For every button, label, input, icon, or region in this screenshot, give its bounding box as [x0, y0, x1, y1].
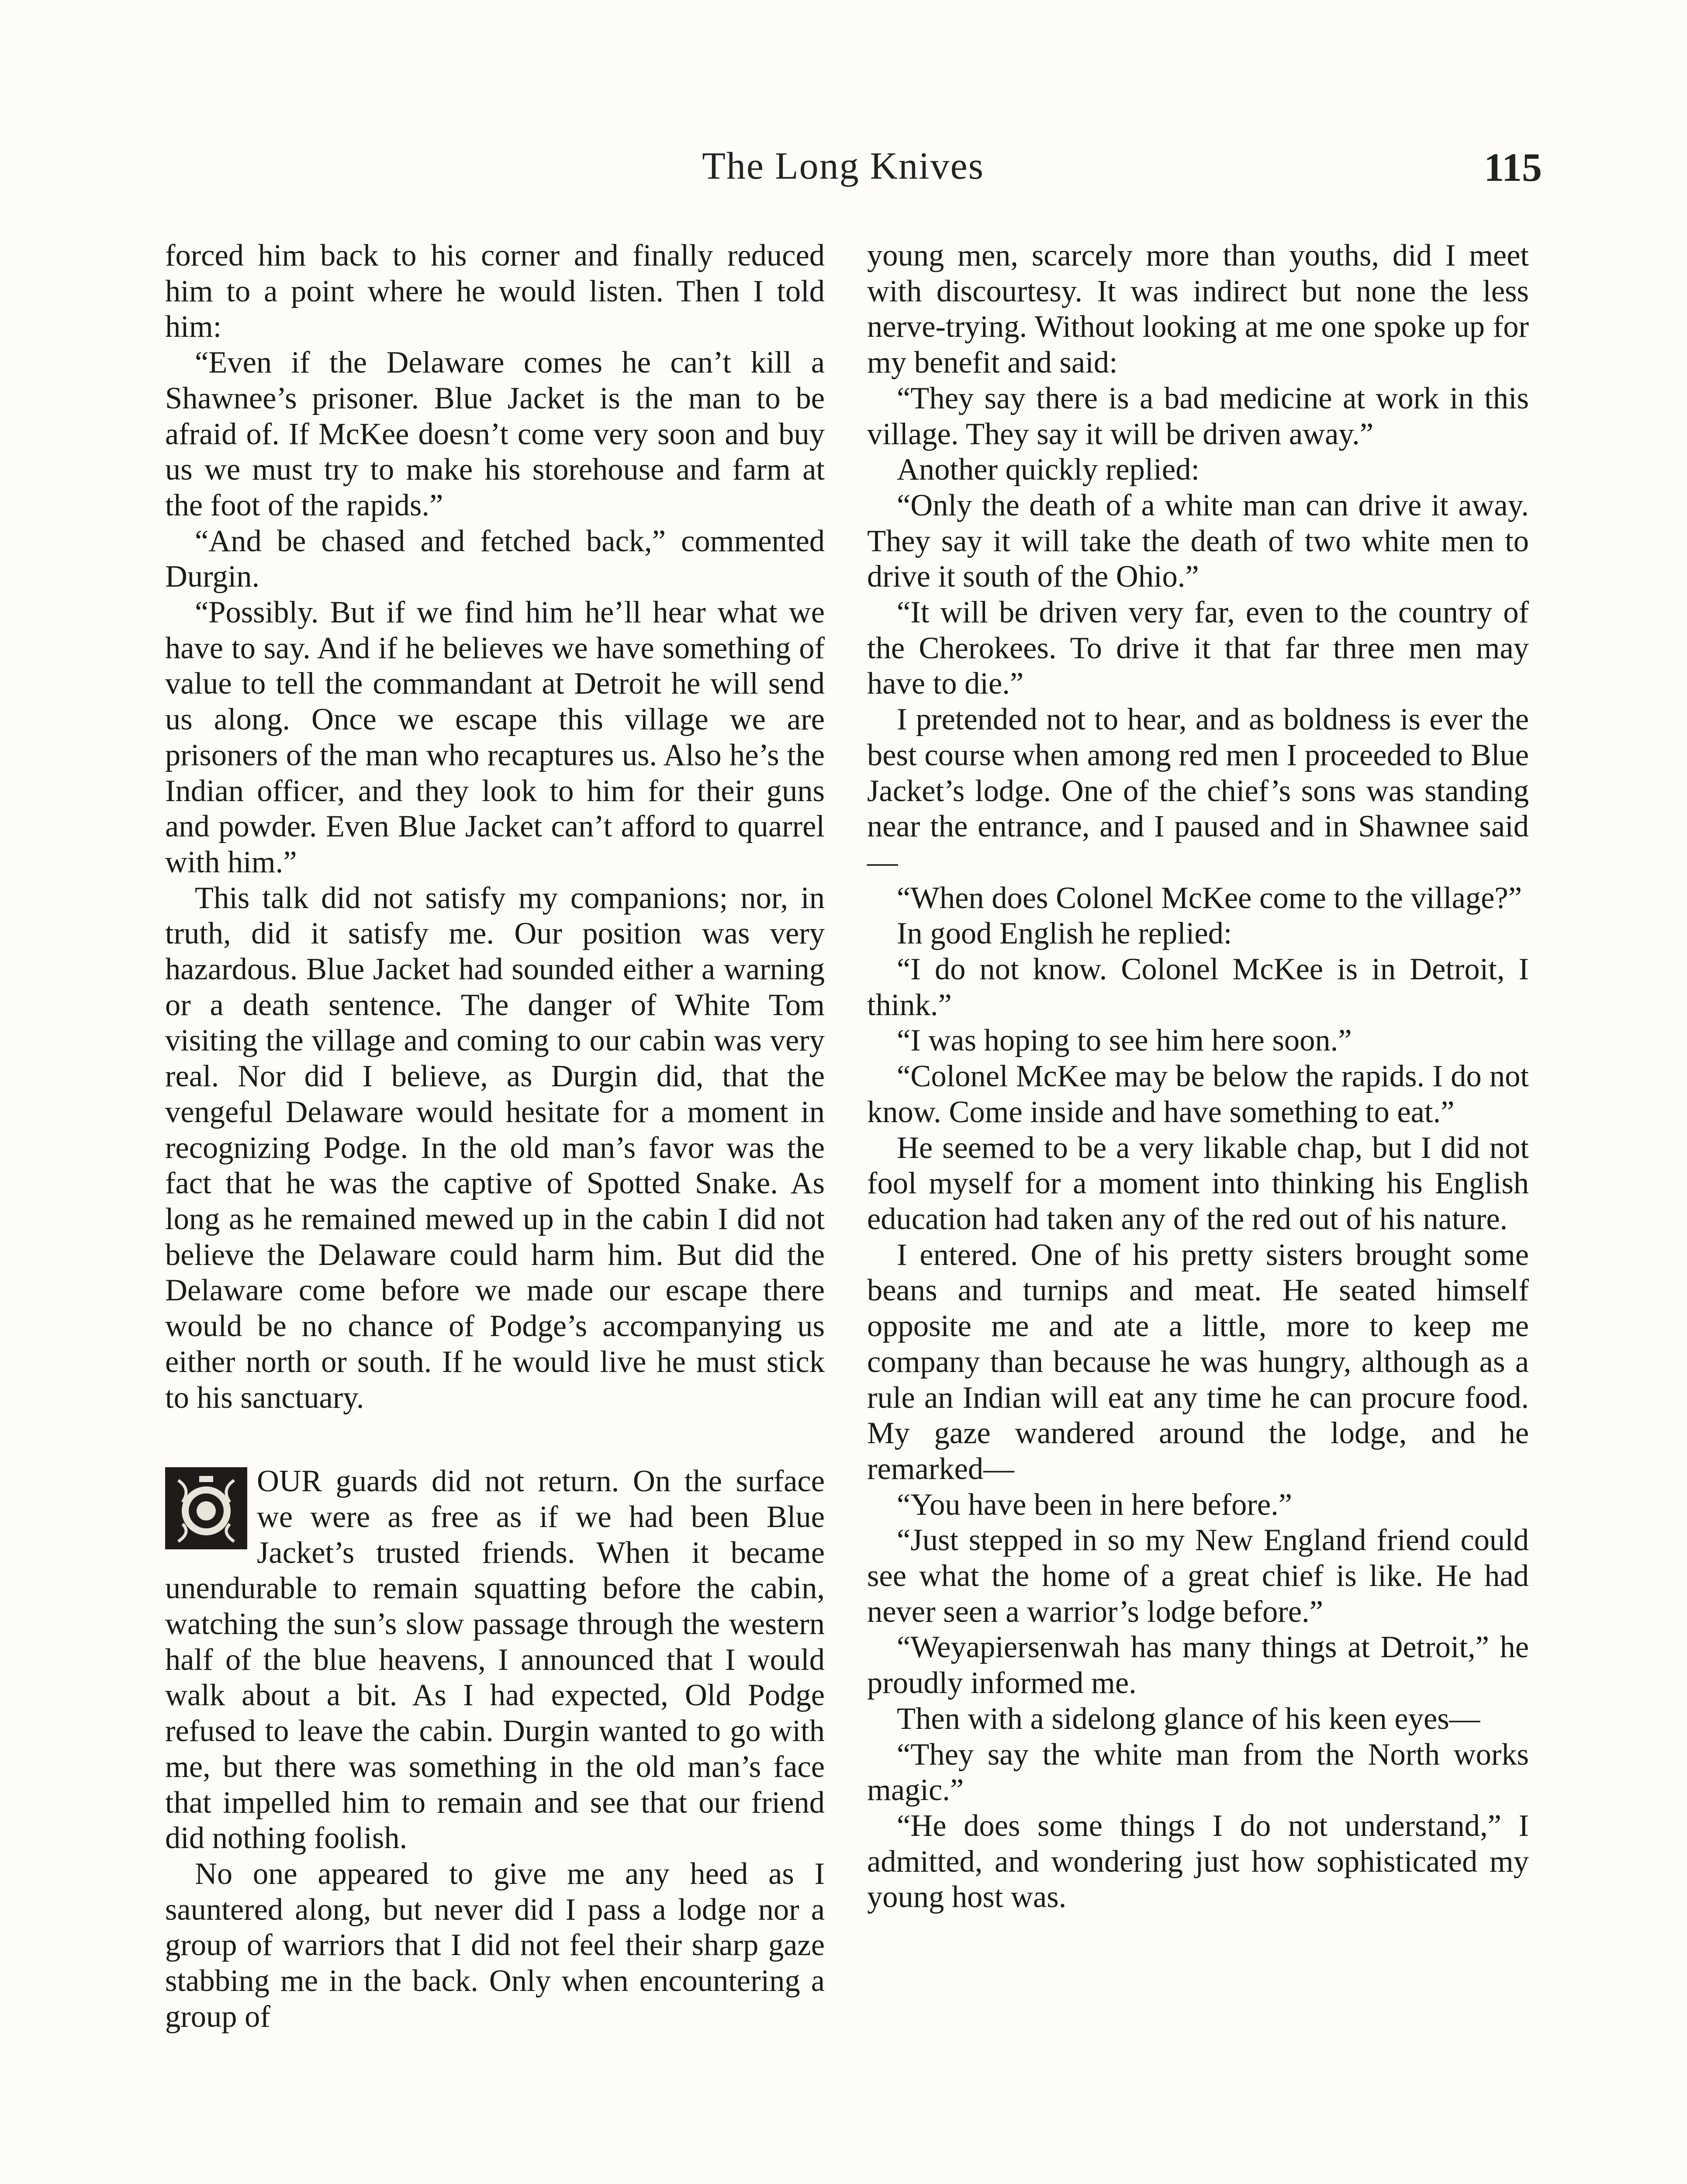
paragraph: OUR guards did not return. On the surface we were as free as if we had been Blue Jacket’s trusted friends. When it became unendurable to remain squatting before the cabin, watching the sun’s slow passage through the western half of the blue heavens, I announced that I would walk about a bit. As I had expected, Old Podge refused to leave the cabin. Durgin wanted to go with me, but there was something in the old man’s face that impelled him to remain and see that our friend did nothing foolish.	[165, 1464, 825, 1856]
left-column	[165, 238, 825, 2035]
paragraph: “You have been in here before.”	[897, 1487, 1293, 1522]
page-number: 115	[1484, 145, 1542, 190]
paragraph: “And be chased and fetched back,” commented Durgin.	[165, 524, 825, 594]
paragraph: “Colonel McKee may be below the rapids. I do not know. Come inside and have something to eat.”	[867, 1059, 1529, 1129]
section-break	[165, 1416, 825, 1464]
paragraph: Then with a sidelong glance of his keen eyes—	[897, 1701, 1480, 1736]
paragraph: “They say there is a bad medicine at work in this village. They say it will be driven away.”	[867, 381, 1529, 451]
running-header-title: The Long Knives	[702, 145, 984, 187]
ornamental-dropcap-icon	[165, 1467, 247, 1549]
paragraph: young men, scarcely more than youths, did I meet with discourtesy. It was indirect but none the less nerve-trying. Without looking at me one spoke up for my benefit and said:	[867, 238, 1529, 380]
paragraph: “Only the death of a white man can drive it away. They say it will take the death of two white men to drive it south of the Ohio.”	[867, 488, 1529, 594]
right-column	[867, 238, 1529, 1915]
paragraph: No one appeared to give me any heed as I sauntered along, but never did I pass a lodge nor a group of warriors that I did not feel their sharp gaze stabbing me in the back. Only when encountering a group of	[165, 1856, 825, 2034]
paragraph: “He does some things I do not understand,” I admitted, and wondering just how sophisticated my young host was.	[867, 1808, 1529, 1914]
paragraph: This talk did not satisfy my companions; nor, in truth, did it satisfy me. Our position was very hazardous. Blue Jacket had sounded either a warning or a death sentence. The danger of White Tom visiting the village and coming to our cabin was very real. Nor did I believe, as Durgin did, that the vengeful Delaware would hesitate for a moment in recognizing Podge. In the old man’s favor was the fact that he was the captive of Spotted Snake. As long as he remained mewed up in the cabin I did not believe the Delaware could harm him. But did the Delaware come before we made our escape there would be no chance of Podge’s accompanying us either north or south. If he would live he must stick to his sanctuary.	[165, 881, 825, 1415]
paragraph: “Weyapiersenwah has many things at Detroit,” he proudly informed me.	[867, 1630, 1529, 1700]
paragraph: I pretended not to hear, and as boldness is ever the best course when among red men I proceeded to Blue Jacket’s lodge. One of the chief’s sons was standing near the entrance, and I paused and in Shawnee said—	[867, 702, 1529, 879]
paragraph: “I do not know. Colonel McKee is in Detroit, I think.”	[867, 952, 1529, 1022]
paragraph: “Just stepped in so my New England friend could see what the home of a great chief is like. He had never seen a warrior’s lodge before.”	[867, 1523, 1529, 1629]
paragraph: I entered. One of his pretty sisters brought some beans and turnips and meat. He seated himself opposite me and ate a little, more to keep me company than because he was hungry, although as a rule an Indian will eat any time he can procure food. My gaze wandered around the lodge, and he remarked—	[867, 1237, 1529, 1486]
paragraph: forced him back to his corner and finally reduced him to a point where he would listen. Then I told him:	[165, 238, 825, 344]
paragraph: Another quickly replied:	[897, 453, 1200, 487]
paragraph: In good English he replied:	[897, 916, 1232, 951]
paragraph: “Possibly. But if we find him he’ll hear what we have to say. And if he believes we have something of value to tell the commandant at Detroit he will send us along. Once we escape this village we are prisoners of the man who recaptures us. Also he’s the Indian officer, and they look to him for their guns and powder. Even Blue Jacket can’t afford to quarrel with him.”	[165, 595, 825, 879]
paragraph: “Even if the Delaware comes he can’t kill a Shawnee’s prisoner. Blue Jacket is the man to be afraid of. If McKee doesn’t come very soon and buy us we must try to make his storehouse and farm at the foot of the rapids.”	[165, 346, 825, 522]
paragraph: He seemed to be a very likable chap, but I did not fool myself for a moment into thinking his English education had taken any of the red out of his nature.	[867, 1130, 1529, 1236]
paragraph: “It will be driven very far, even to the country of the Cherokees. To drive it that far three men may have to die.”	[867, 595, 1529, 701]
paragraph: “When does Colonel McKee come to the village?”	[897, 881, 1522, 915]
paragraph: “I was hoping to see him here soon.”	[897, 1023, 1352, 1058]
paragraph: “They say the white man from the North works magic.”	[867, 1737, 1529, 1807]
